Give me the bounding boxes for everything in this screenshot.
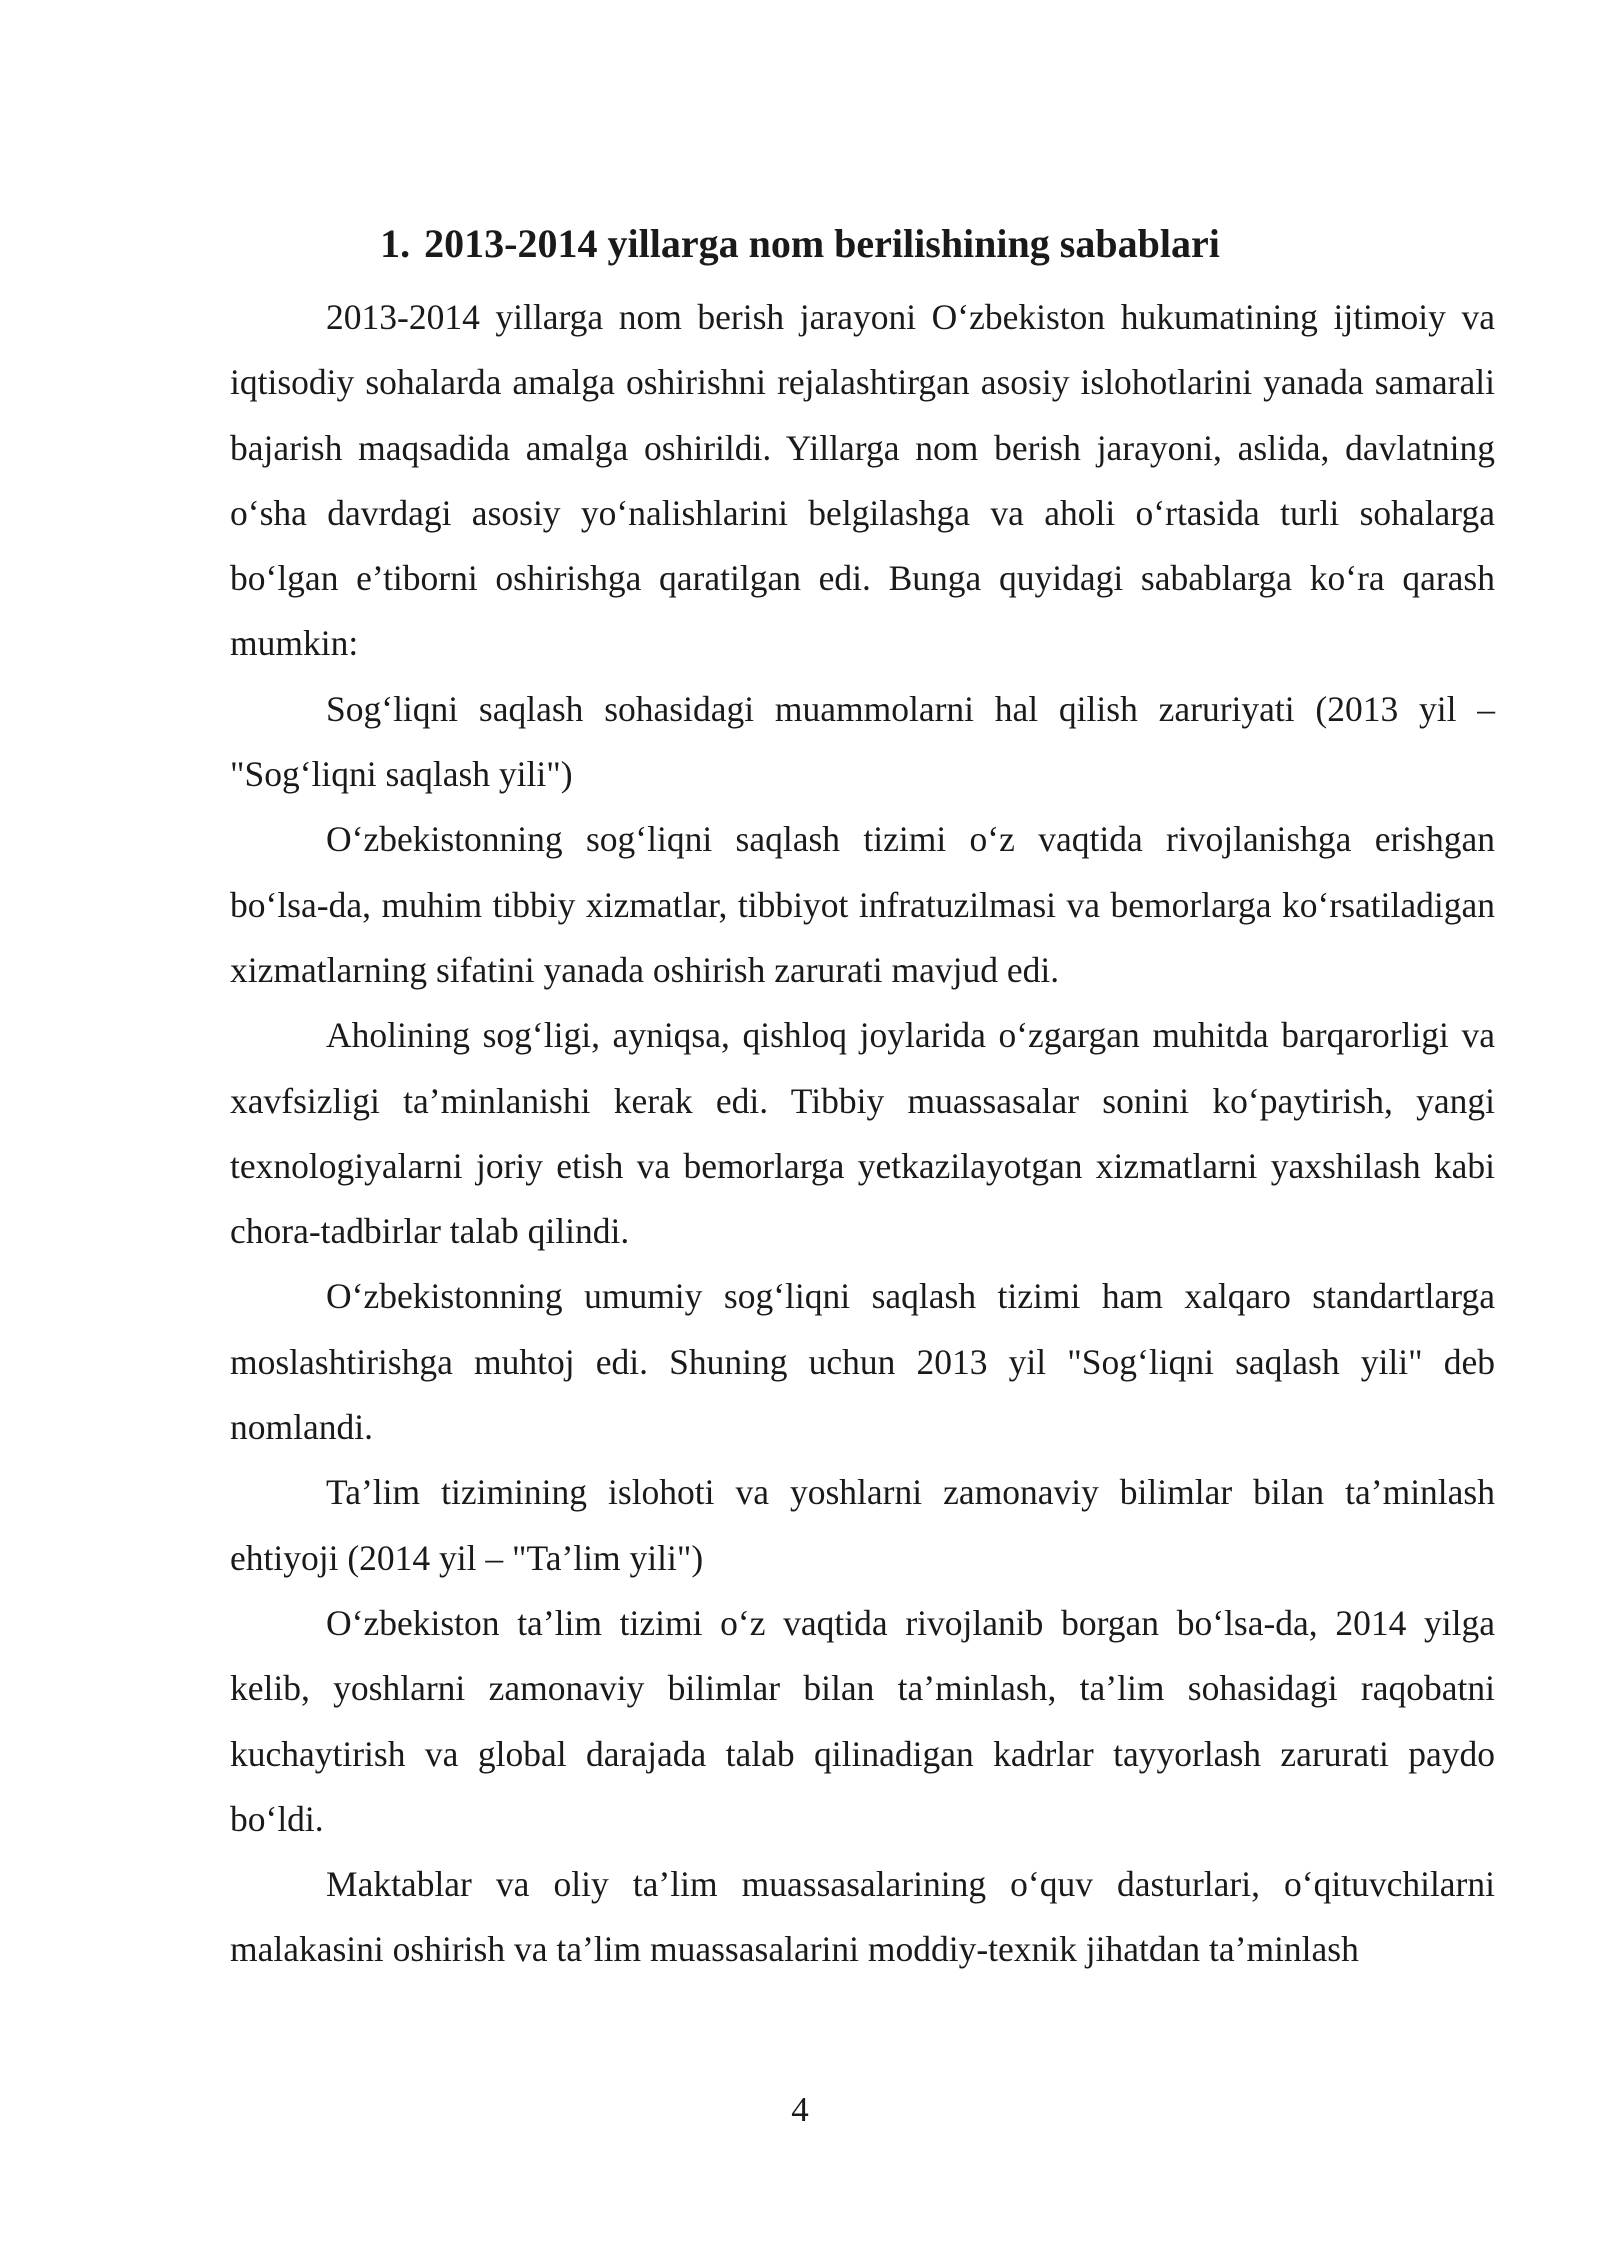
section-heading [0,214,1600,274]
paragraph-education-system: O‘zbekiston ta’lim tizimi o‘z vaqtida rivojlanib borgan bo‘lsa-da, 2014 yilga kelib, yoshlarni zamonaviy bilimlar bilan ta’minlash, ta’lim sohasidagi raqobatni kuchaytirish va global darajada talab qilinadigan kadrlar tayyorlash zarurati paydo bo‘ldi. [230,1602,1495,1839]
body-text [230,285,1495,1983]
paragraph-international-standards: O‘zbekistonning umumiy sog‘liqni saqlash tizimi ham xalqaro standartlarga moslashtirishga muhtoj edi. Shuning uchun 2013 yil "Sog‘liqni saqlash yili" deb nomlandi. [230,1276,1495,1448]
section-number: 1. [380,221,411,266]
paragraph-population-health: Aholining sog‘ligi, ayniqsa, qishloq joylarida o‘zgargan muhitda barqarorligi va xavfsizligi ta’minlanishi kerak edi. Tibbiy muassasalar sonini ko‘paytirish, yangi texnologiyalarni joriy etish va bemorlarga yetkazilayotgan xizmatlarni yaxshilash kabi chora-tadbirlar talab qilindi. [230,1015,1495,1252]
paragraph-schools: Maktablar va oliy ta’lim muassasalarining o‘quv dasturlari, o‘qituvchilarni malakasini oshirish va ta’lim muassasalarini moddiy-texnik jihatdan ta’minlash [230,1864,1495,1970]
page-number: 4 [791,2090,809,2129]
paragraph-health-heading: Sog‘liqni saqlash sohasidagi muammolarni hal qilish zaruriyati (2013 yil – "Sog‘liqni saqlash yili") [230,688,1495,795]
section-title: 2013-2014 yillarga nom berilishining sabablari [424,221,1220,266]
paragraph-education-heading: Ta’lim tizimining islohoti va yoshlarni zamonaviy bilimlar bilan ta’minlash ehtiyoji (2014 yil – "Ta’lim yili") [230,1472,1495,1578]
paragraph-health-system: O‘zbekistonning sog‘liqni saqlash tizimi o‘z vaqtida rivojlanishga erishgan bo‘lsa-da, muhim tibbiy xizmatlar, tibbiyot infratuzilmasi va bemorlarga ko‘rsatiladigan xizmatlarning sifatini yanada oshirish zarurati mavjud edi. [230,819,1495,990]
paragraph-intro: 2013-2014 yillarga nom berish jarayoni O‘zbekiston hukumatining ijtimoiy va iqtisodiy sohalarda amalga oshirishni rejalashtirgan asosiy islohotlarini yanada samarali bajarish maqsadida amalga oshirildi. Yillarga nom berish jarayoni, aslida, davlatning o‘sha davrdagi asosiy yo‘nalishlarini belgilashga va aholi o‘rtasida turli sohalarga bo‘lgan e’tiborni oshirishga qaratilgan edi. Bunga quyidagi sabablarga ko‘ra qarash mumkin: [230,297,1495,664]
